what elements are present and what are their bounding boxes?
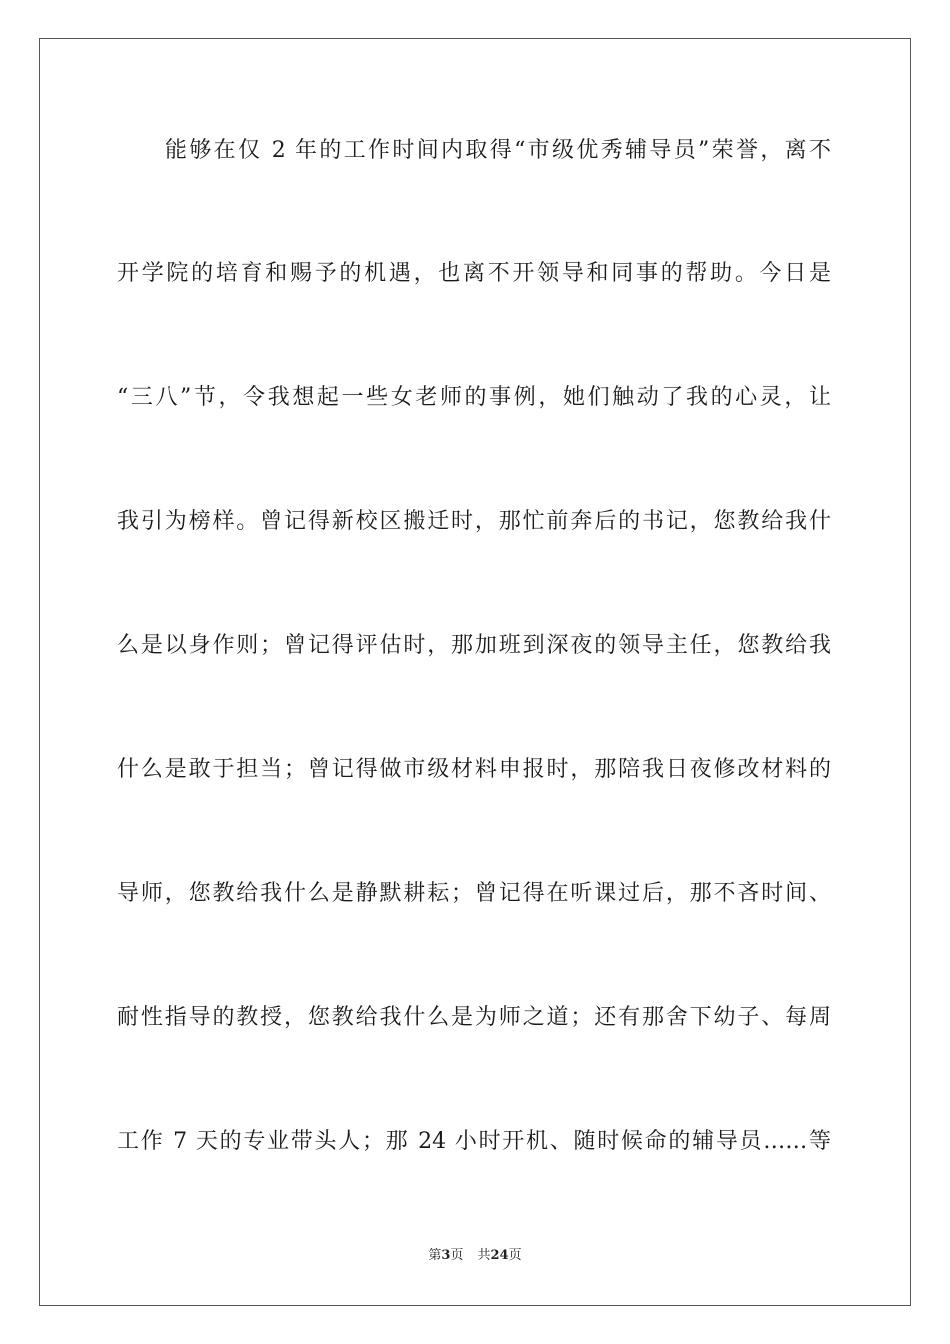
paragraph-line: 导师，您教给我什么是静默耕耘；曾记得在听课过后，那不吝时间、 bbox=[117, 881, 831, 906]
paragraph-line: 耐性指导的教授，您教给我什么是为师之道；还有那舍下幼子、每周 bbox=[117, 1005, 831, 1030]
paragraph-line: 开学院的培育和赐予的机遇，也离不开领导和同事的帮助。今日是 bbox=[117, 261, 831, 286]
page-footer bbox=[0, 1247, 950, 1265]
page-border bbox=[39, 38, 911, 1306]
page-prefix: 第 bbox=[428, 1248, 442, 1263]
paragraph-line: 能够在仅 2 年的工作时间内取得“市级优秀辅导员”荣誉，离不 bbox=[165, 138, 831, 163]
paragraph-line: “三八”节，令我想起一些女老师的事例，她们触动了我的心灵，让 bbox=[117, 385, 831, 410]
current-page-number: 3 bbox=[441, 1248, 451, 1263]
total-page-count: 24 bbox=[490, 1248, 509, 1263]
paragraph-line: 我引为榜样。曾记得新校区搬迁时，那忙前奔后的书记，您教给我什 bbox=[117, 509, 831, 534]
page-suffix: 页 bbox=[450, 1248, 464, 1263]
paragraph-line: 么是以身作则；曾记得评估时，那加班到深夜的领导主任，您教给我 bbox=[117, 633, 831, 658]
paragraph-line: 什么是敢于担当；曾记得做市级材料申报时，那陪我日夜修改材料的 bbox=[117, 757, 831, 782]
paragraph-line: 工作 7 天的专业带头人；那 24 小时开机、随时候命的辅导员……等 bbox=[117, 1129, 831, 1154]
total-prefix: 共 bbox=[477, 1248, 491, 1263]
total-suffix: 页 bbox=[508, 1248, 522, 1263]
